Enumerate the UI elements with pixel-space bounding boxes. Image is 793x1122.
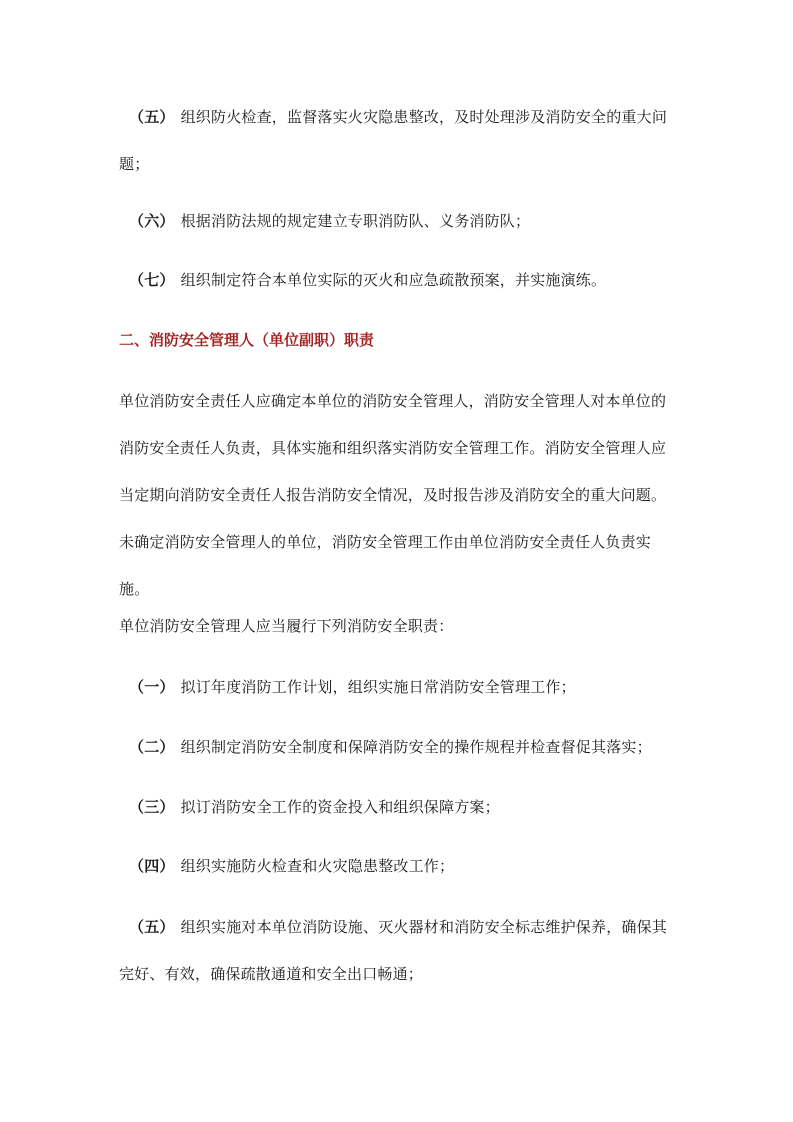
- item-text: 组织实施对本单位消防设施、灭火器材和消防安全标志维护保养，确保其完好、有效，确保疏散通道和安全出口畅通；: [119, 918, 668, 983]
- section-heading: 二、消防安全管理人（单位副职）职责: [119, 331, 375, 349]
- item-text: 组织防火检查，监督落实火灾隐患整改，及时处理涉及消防安全的重大问题；: [119, 108, 668, 173]
- item-number: （二）: [129, 738, 175, 756]
- list-item-section2-4: [119, 843, 679, 890]
- item-number: （一）: [129, 678, 175, 696]
- list-item-section2-5: [119, 904, 679, 998]
- list-item-section2-2: [119, 724, 679, 771]
- item-text: 组织制定消防安全制度和保障消防安全的操作规程并检查督促其落实；: [180, 738, 652, 756]
- item-number: （四）: [129, 857, 175, 875]
- item-text: 拟订消防安全工作的资金投入和组织保障方案；: [180, 798, 500, 816]
- item-text: 拟订年度消防工作计划，组织实施日常消防安全管理工作；: [180, 678, 576, 696]
- item-text: 组织实施防火检查和火灾隐患整改工作；: [180, 857, 455, 875]
- list-item-section2-3: [119, 784, 679, 831]
- item-text: 根据消防法规的规定建立专职消防队、义务消防队；: [180, 212, 531, 230]
- duties-lead-paragraph: 单位消防安全管理人应当履行下列消防安全职责：: [119, 617, 454, 635]
- item-number: （五）: [129, 918, 175, 936]
- list-item-section1-5: [119, 94, 679, 188]
- list-item-section1-6: [119, 198, 679, 245]
- item-number: （三）: [129, 798, 175, 816]
- item-number: （六）: [129, 212, 175, 230]
- item-text: 组织制定符合本单位实际的灭火和应急疏散预案，并实施演练。: [180, 271, 607, 289]
- item-number: （五）: [129, 108, 175, 126]
- intro-paragraph: 单位消防安全责任人应确定本单位的消防安全管理人，消防安全管理人对本单位的消防安全责任人负责，具体实施和组织落实消防安全管理工作。消防安全管理人应当定期向消防安全责任人报告消防安全情况，及时报告涉及消防安全的重大问题。未确定消防安全管理人的单位，消防安全管理工作由单位消防安全责任人负责实施。: [119, 392, 667, 598]
- list-item-section1-7: [119, 257, 679, 304]
- item-number: （七）: [129, 271, 175, 289]
- list-item-section2-1: [119, 664, 679, 711]
